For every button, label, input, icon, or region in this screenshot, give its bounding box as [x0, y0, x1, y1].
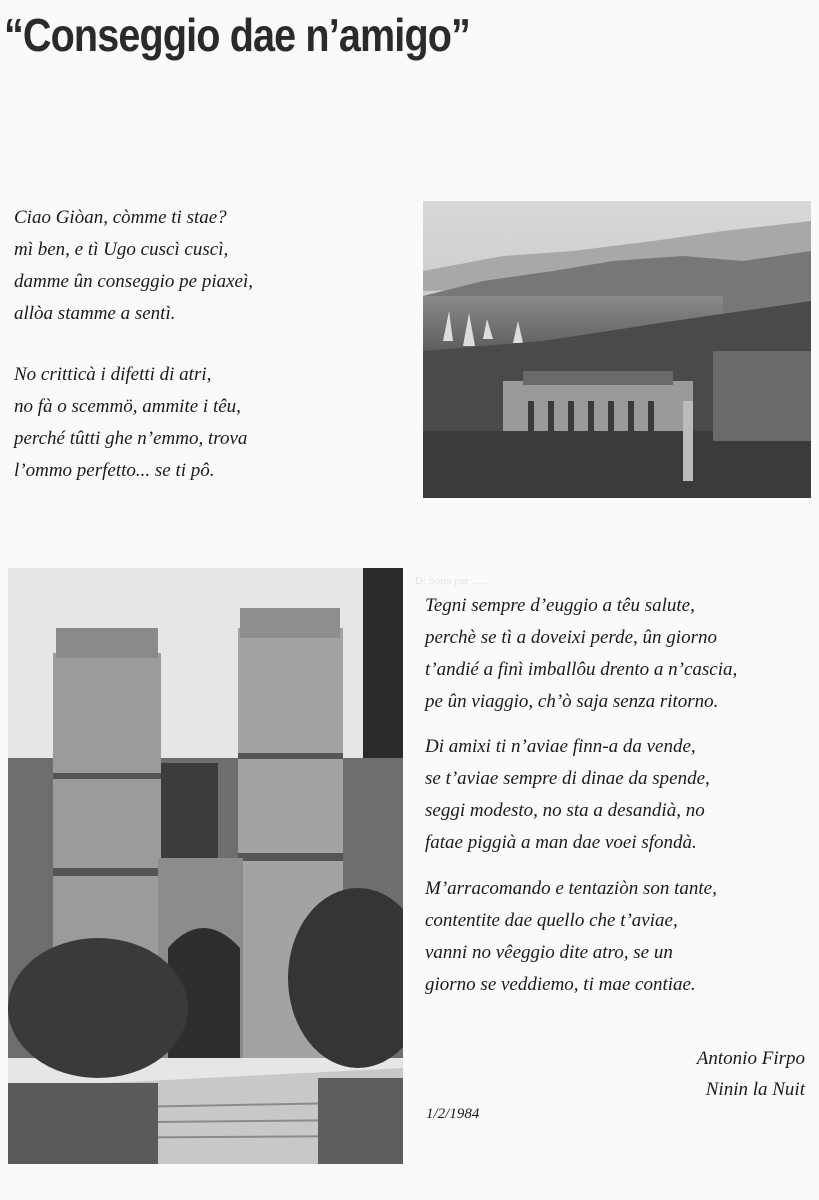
porta-soprana-photo: [8, 568, 403, 1164]
stanza-2: [14, 359, 247, 487]
verse-line: no fà o scemmö, ammite i têu,: [14, 396, 241, 417]
verse-line: perchè se tì a doveixi perde, ûn giorno: [425, 627, 717, 648]
bleed-through-text: D: Sono pur ......: [415, 575, 489, 587]
verse-line: Tegni sempre d’euggio a têu salute,: [425, 595, 695, 616]
poem-title: “Conseggio dae n’amigo”: [4, 9, 470, 61]
verse-line: t’andié a finì imballôu drento a n’cascia,: [425, 659, 738, 680]
harbour-photo: [423, 201, 811, 498]
author-name: Antonio Firpo: [696, 1048, 805, 1069]
stanza-1: [14, 202, 253, 330]
verse-line: Ciao Giòan, còmme ti stae?: [14, 207, 227, 228]
verse-line: contentite dae quello che t’aviae,: [425, 910, 678, 931]
verse-line: perché tûtti ghe n’emmo, trova: [14, 428, 248, 449]
verse-line: se t’aviae sempre di dinae da spende,: [425, 768, 710, 789]
stanza-5: [425, 873, 717, 1001]
verse-line: allòa stamme a sentì.: [14, 303, 176, 324]
verse-line: vanni no vêeggio dite atro, se un: [425, 942, 673, 963]
verse-line: M’arracomando e tentaziòn son tante,: [425, 878, 717, 899]
verse-line: seggi modesto, no sta a desandià, no: [425, 800, 705, 821]
verse-line: giorno se veddiemo, ti mae contiae.: [425, 974, 696, 995]
verse-line: pe ûn viaggio, ch’ò saja senza ritorno.: [425, 691, 719, 712]
verse-line: fatae piggià a man dae voei sfondà.: [425, 832, 697, 853]
stanza-4: [425, 731, 710, 859]
verse-line: damme ûn conseggio pe piaxeì,: [14, 271, 254, 292]
signature: [697, 1043, 805, 1105]
verse-line: l’ommo perfetto... se ti pô.: [14, 460, 215, 481]
stanza-3: [425, 590, 737, 718]
verse-line: mì ben, e tì Ugo cuscì cuscì,: [14, 239, 229, 260]
verse-line: Di amixi ti n’aviae finn-a da vende,: [425, 736, 696, 757]
poem-date: 1/2/1984: [426, 1106, 480, 1122]
author-alias: Ninin la Nuit: [705, 1079, 805, 1100]
verse-line: No critticà i difetti di atri,: [14, 364, 212, 385]
